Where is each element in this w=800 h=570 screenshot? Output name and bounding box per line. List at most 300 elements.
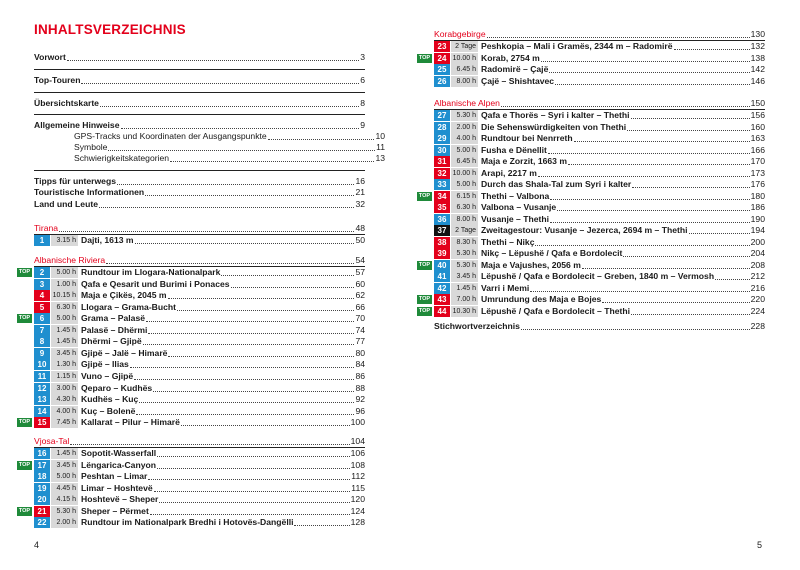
tour-entry[interactable] [34,448,365,459]
section-rule [34,69,365,70]
tour-duration: 3.15 h [51,235,78,246]
leader-dots [631,314,750,315]
tour-duration: 4.00 h [451,133,478,144]
entry-label: Land und Leute [34,199,98,209]
leader-dots [177,310,354,311]
tour-duration: 10.30 h [452,307,476,315]
leader-dots [268,139,375,140]
tour-number: 7 [34,325,50,336]
toc-entry[interactable] [54,131,385,142]
tour-number: 4 [34,290,50,301]
tour-entry[interactable] [418,190,765,202]
tour-entry[interactable] [434,122,765,133]
tour-entry[interactable] [434,145,765,156]
entry-page: 186 [750,202,765,212]
leader-dots [487,37,750,38]
section-title: Tirana [34,223,59,233]
leader-dots [108,150,375,151]
top-badge: TOP [18,315,31,322]
leader-dots [153,391,354,392]
tour-number: 16 [34,448,50,459]
entry-page: 224 [750,305,765,316]
leader-dots [134,379,354,380]
leader-dots [535,245,749,246]
toc-entry[interactable] [34,120,365,131]
section-title: Vjosa-Tal [34,436,70,446]
tour-title: Thethi – Valbona [481,190,550,201]
tour-duration: 1.00 h [51,279,78,290]
tour-entry[interactable] [34,290,365,301]
entry-page: 70 [355,313,365,324]
entry-label: Symbole [74,142,108,152]
tour-entry[interactable] [34,406,365,417]
tour-title: Kudhës – Kuç [81,394,139,405]
tour-entry[interactable] [434,271,765,282]
tour-number: 8 [34,336,50,347]
tour-duration: 6.45 h [451,64,478,75]
entry-page: 212 [750,271,765,281]
page-number-left: 4 [34,540,40,550]
tour-title: Valbona – Vusanje [481,202,557,212]
tour-number: 28 [434,122,450,133]
tour-title: Kuç – Bolenë [81,405,136,416]
entry-page: 10 [375,131,385,141]
tour-duration: 5.30 h [451,260,478,271]
tour-number: 34 [434,191,450,202]
entry-page: 173 [750,167,765,178]
tour-title: Umrundung des Maja e Bojes [481,294,602,304]
tour-title: Rundtour bei Nenrreth [481,133,573,143]
entry-page: 11 [376,142,385,152]
leader-dots [157,456,350,457]
tour-entry[interactable] [34,471,365,482]
top-badge: TOP [418,296,431,302]
leader-dots [168,356,354,357]
tour-number: 2 [34,267,50,278]
entry-page: 32 [355,199,365,209]
entry-page: 130 [750,29,765,39]
tour-number: 39 [434,248,450,259]
tour-title: Zweitagestour: Vusanje – Jezerca, 2694 m – Thethi [481,225,688,235]
tour-entry[interactable] [434,283,765,294]
toc-entry[interactable] [34,199,365,210]
tour-number: 21 [34,506,50,517]
tour-entry[interactable] [34,483,365,494]
leader-dots [121,128,360,129]
tour-entry[interactable] [34,394,365,405]
entry-page: 128 [350,517,365,528]
leader-dots [157,468,350,469]
toc-entry[interactable] [34,75,365,86]
leader-dots [70,444,349,445]
tour-entry[interactable] [434,156,765,167]
entry-page: 142 [750,64,765,74]
tour-number: 5 [34,302,50,313]
tour-duration: 8.00 h [451,214,478,225]
leader-dots [568,164,750,165]
tour-duration: 2 Tage [451,41,478,52]
leader-dots [159,502,349,503]
top-badge: TOP [418,307,431,314]
tour-title: Thethi – Nikç [481,236,535,247]
leader-dots [231,287,355,288]
toc-entry[interactable] [34,255,365,266]
top-badge: TOP [18,507,31,514]
tour-title: Sheper – Përmet [81,505,149,516]
toc-entry[interactable] [34,176,365,187]
entry-page: 84 [355,359,365,370]
tour-entry[interactable] [34,371,365,382]
section-title: Korabgebirge [434,29,486,39]
tour-entry[interactable] [418,294,765,305]
entry-page: 100 [350,417,365,428]
tour-entry[interactable] [34,235,365,246]
toc-entry[interactable] [434,321,765,332]
tour-duration: 4.30 h [51,394,78,405]
tour-entry[interactable] [434,64,765,75]
tour-title: Lëpushë / Qafa e Bordolecit – Greben, 1840 m – Vermosh [481,271,715,281]
tour-title: Rundtour im Llogara-Nationalpark [81,267,221,277]
entry-page: 50 [355,235,365,245]
entry-page: 6 [360,75,365,85]
leader-dots [130,367,355,368]
entry-page: 163 [750,133,765,143]
tour-number: 36 [434,214,450,225]
tour-number: 12 [34,383,50,394]
leader-dots [602,302,749,303]
tour-entry[interactable] [434,214,765,225]
tour-number: 22 [34,517,50,528]
tour-title: Hoshtevë – Sheper [81,494,159,505]
tour-number: 43 [434,294,450,305]
tour-entry[interactable] [34,517,365,528]
tour-title: Arapi, 2217 m [481,167,537,178]
tour-entry[interactable] [18,313,365,324]
tour-entry[interactable] [418,259,765,271]
tour-entry[interactable] [34,336,365,347]
tour-duration: 10.00 h [452,54,476,62]
tour-duration: 3.00 h [51,383,78,394]
tour-number: 37 [434,225,450,236]
entry-label: Schwierigkeitskategorien [74,153,170,163]
tour-number: 42 [434,283,450,294]
entry-page: 228 [750,321,765,331]
leader-dots [181,425,350,426]
tour-number: 14 [34,406,50,417]
tour-title: Nikç – Lëpushë / Qafa e Bordolecit [481,248,623,258]
toc-heading: INHALTSVERZEICHNIS [34,22,186,37]
tour-number: 25 [434,64,450,75]
tour-title: Peshkopia – Mali i Gramës, 2344 m – Radomirë [481,41,673,51]
leader-dots [715,279,750,280]
entry-page: 200 [750,236,765,247]
leader-dots [148,333,354,334]
entry-page: 132 [750,41,765,51]
tour-entry[interactable] [34,359,365,370]
tour-entry[interactable] [34,383,365,394]
tour-duration: 6.30 h [51,302,78,313]
tour-number: 17 [34,460,50,471]
tour-title: Dhërmi – Gjipë [81,336,142,347]
leader-dots [555,84,750,85]
entry-label: Stichwortverzeichnis [434,321,520,331]
tour-title: Çajë – Shishtavec [481,75,555,86]
top-badge: TOP [18,461,31,468]
entry-page: 9 [360,120,365,130]
tour-title: Gjipë – Ilias [81,359,129,370]
tour-entry[interactable] [18,267,365,278]
leader-dots [139,402,354,403]
tour-entry[interactable] [434,76,765,87]
tour-duration: 4.00 h [51,406,78,417]
tour-number: 10 [34,359,50,370]
entry-page: 88 [355,382,365,393]
leader-dots [548,153,750,154]
tour-entry[interactable] [418,52,765,64]
tour-title: Peshtan – Limar [81,471,148,482]
top-badge: TOP [418,261,431,268]
tour-duration: 5.00 h [51,471,78,482]
tour-title: Maja e Vajushes, 2056 m [481,259,581,270]
section-rule [34,92,365,93]
entry-page: 62 [355,290,365,301]
entry-page: 66 [355,301,365,312]
tour-entry[interactable] [18,505,365,517]
leader-dots [541,61,750,62]
section-title: Albanische Alpen [434,98,500,108]
entry-page: 108 [350,459,365,470]
toc-entry[interactable] [54,153,385,164]
entry-label: Vorwort [34,52,66,62]
entry-label: Touristische Informationen [34,187,145,197]
leader-dots [550,222,750,223]
tour-number: 23 [434,41,450,52]
tour-duration: 1.15 h [51,371,78,382]
leader-dots [106,263,354,264]
leader-dots [59,231,354,232]
tour-title: Qafa e Thorës – Syri i kalter – Thethi [481,110,630,120]
tour-duration: 4.15 h [51,494,78,505]
tour-duration: 2.00 h [451,122,478,133]
leader-dots [117,184,354,185]
leader-dots [146,321,354,322]
entry-page: 104 [350,436,365,446]
entry-page: 21 [355,187,365,197]
entry-page: 57 [355,267,365,277]
tour-number: 18 [34,471,50,482]
tour-duration: 7.00 h [451,294,478,305]
tour-number: 24 [434,53,450,64]
leader-dots [538,176,750,177]
entry-page: 120 [350,494,365,505]
tour-number: 27 [434,110,450,121]
entry-page: 156 [750,110,765,120]
tour-title: Korab, 2754 m [481,52,540,63]
entry-page: 150 [750,98,765,108]
tour-number: 31 [434,156,450,167]
tour-title: Die Sehenswürdigkeiten von Thethi [481,121,627,132]
tour-entry[interactable] [434,133,765,144]
tour-duration: 10.00 h [452,169,476,177]
top-badge: TOP [18,419,31,426]
toc-entry[interactable] [34,98,365,109]
tour-number: 32 [434,168,450,179]
tour-number: 20 [34,494,50,505]
tour-entry[interactable] [34,302,365,313]
leader-dots [136,414,354,415]
tour-duration: 6.30 h [451,202,478,213]
tour-entry[interactable] [18,459,365,471]
entry-page: 216 [750,282,765,293]
tour-entry[interactable] [434,202,765,213]
tour-entry[interactable] [434,41,765,52]
leader-dots [154,491,351,492]
entry-page: 13 [375,153,385,163]
tour-duration: 3.45 h [51,348,78,359]
section-rule [34,170,365,171]
entry-label: Übersichtskarte [34,98,99,108]
tour-entry[interactable] [434,248,765,259]
tour-duration: 10.15 h [52,292,76,300]
entry-page: 160 [750,121,765,132]
tour-duration: 4.45 h [51,483,78,494]
entry-page: 54 [355,255,365,265]
tour-duration: 5.00 h [451,145,478,156]
tour-entry[interactable] [434,110,765,121]
toc-entry[interactable] [434,29,765,40]
entry-page: 170 [750,156,765,166]
leader-dots [135,243,355,244]
leader-dots [632,187,749,188]
tour-duration: 2.00 h [51,517,78,528]
tour-duration: 5.00 h [51,267,78,278]
tour-entry[interactable] [434,225,765,236]
tour-title: Grama – Palasë [81,313,146,324]
entry-page: 220 [750,294,765,304]
leader-dots [501,106,750,107]
tour-duration: 2 Tage [451,225,478,236]
tour-title: Varri i Memi [481,282,530,293]
tour-number: 13 [34,394,50,405]
tour-entry[interactable] [34,494,365,505]
entry-page: 74 [355,324,365,335]
tour-number: 44 [434,306,450,317]
tour-number: 41 [434,271,450,282]
leader-dots [582,268,750,269]
entry-page: 204 [750,248,765,258]
tour-duration: 8.00 h [451,76,478,87]
entry-page: 176 [750,179,765,189]
tour-duration: 1.45 h [51,325,78,336]
tour-number: 38 [434,237,450,248]
entry-page: 194 [750,225,765,235]
tour-number: 30 [434,145,450,156]
tour-entry[interactable] [34,325,365,336]
entry-page: 92 [355,394,365,405]
entry-page: 124 [350,505,365,516]
tour-duration: 6.45 h [451,156,478,167]
tour-title: Sopotit-Wasserfall [81,448,157,458]
tour-duration: 8.30 h [451,237,478,248]
tour-duration: 5.30 h [451,110,478,121]
tour-duration: 5.00 h [451,179,478,190]
toc-entry[interactable] [34,52,365,63]
tour-title: Dajti, 1613 m [81,235,134,245]
leader-dots [530,291,749,292]
tour-entry[interactable] [18,417,365,428]
tour-number: 29 [434,133,450,144]
tour-entry[interactable] [434,237,765,248]
tour-number: 33 [434,179,450,190]
leader-dots [550,199,749,200]
tour-title: Llogara – Grama-Bucht [81,301,177,312]
tour-number: 9 [34,348,50,359]
section-title: Albanische Riviera [34,255,106,265]
leader-dots [294,525,349,526]
entry-label: Top-Touren [34,75,81,85]
tour-number: 11 [34,371,50,382]
entry-label: GPS-Tracks und Koordinaten der Ausgangspunkte [74,131,267,141]
tour-number: 35 [434,202,450,213]
tour-duration: 6.15 h [451,191,478,202]
entry-page: 80 [355,347,365,358]
toc-entry[interactable] [34,223,365,234]
tour-duration: 5.30 h [51,506,78,517]
toc-entry[interactable] [34,436,365,447]
leader-dots [145,195,354,196]
tour-entry[interactable] [434,179,765,190]
entry-page: 190 [750,213,765,224]
leader-dots [521,329,750,330]
tour-title: Maja e Çikës, 2045 m [81,290,167,301]
leader-dots [221,275,354,276]
tour-entry[interactable] [34,348,365,359]
tour-number: 15 [34,417,50,428]
tour-title: Vusanje – Thethi [481,213,549,224]
toc-entry[interactable] [434,98,765,109]
tour-number: 3 [34,279,50,290]
leader-dots [549,72,749,73]
leader-dots [99,207,354,208]
leader-dots [631,118,750,119]
entry-page: 146 [750,75,765,86]
entry-page: 86 [355,370,365,381]
tour-title: Qeparo – Kudhës [81,382,153,393]
tour-duration: 3.45 h [451,271,478,282]
leader-dots [100,106,359,107]
top-badge: TOP [18,269,31,275]
entry-page: 3 [360,52,365,62]
entry-page: 48 [355,223,365,233]
entry-label: Allgemeine Hinweise [34,120,120,130]
leader-dots [150,514,350,515]
toc-entry[interactable] [34,187,365,198]
entry-page: 16 [355,176,365,186]
tour-entry[interactable] [434,168,765,179]
tour-title: Rundtour im Nationalpark Bredhi i Hotovës-Dangëlli [81,517,294,528]
tour-entry[interactable] [418,305,765,317]
tour-duration: 1.45 h [451,283,478,294]
tour-number: 1 [34,235,50,246]
entry-page: 115 [351,482,365,493]
toc-entry[interactable] [54,142,385,153]
leader-dots [148,479,350,480]
tour-duration: 1.30 h [51,359,78,370]
tour-title: Qafa e Qesarit und Burimi i Ponaces [81,278,230,289]
tour-duration: 3.45 h [51,460,78,471]
tour-entry[interactable] [34,279,365,290]
tour-duration: 7.45 h [51,417,78,428]
